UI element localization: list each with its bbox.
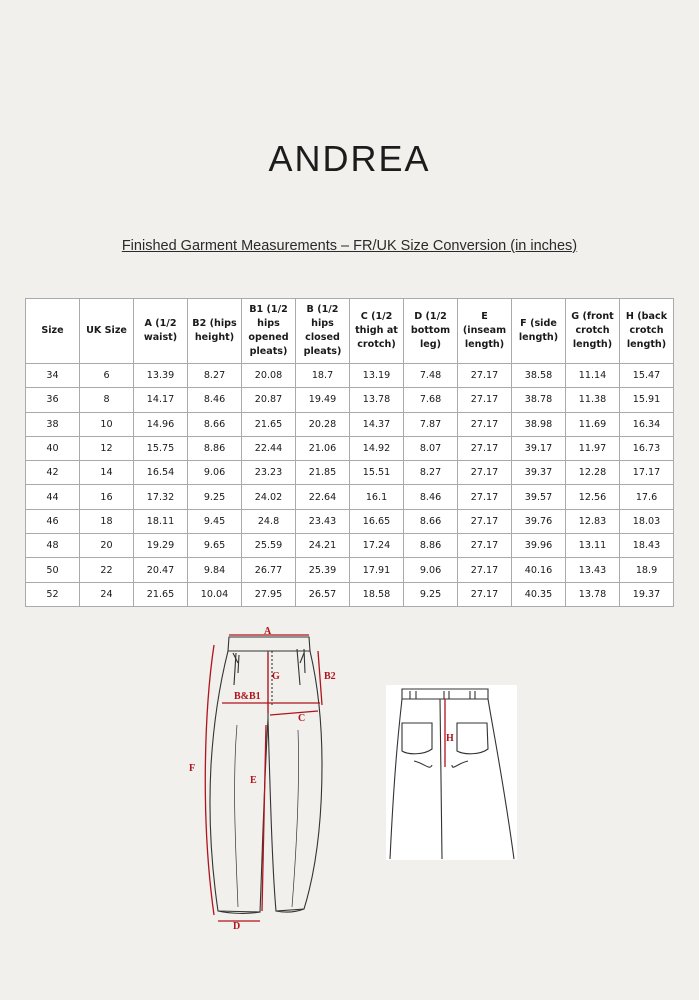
table-row [26, 582, 674, 606]
table-cell: 19.37 [620, 582, 674, 606]
table-cell: 21.06 [296, 436, 350, 460]
header-cell: UK Size [80, 299, 134, 364]
table-cell: 27.17 [458, 485, 512, 509]
header-cell: H (back crotch length) [620, 299, 674, 364]
table-cell: 16.1 [350, 485, 404, 509]
table-cell: 38.98 [512, 412, 566, 436]
table-cell: 52 [26, 582, 80, 606]
table-cell: 8.07 [404, 436, 458, 460]
table-cell: 21.65 [242, 412, 296, 436]
table-cell: 12.28 [566, 461, 620, 485]
table-cell: 27.17 [458, 534, 512, 558]
table-cell: 15.75 [134, 436, 188, 460]
table-row [26, 509, 674, 533]
table-cell: 27.17 [458, 436, 512, 460]
table-cell: 36 [26, 388, 80, 412]
header-cell: Size [26, 299, 80, 364]
table-cell: 23.23 [242, 461, 296, 485]
table-body [26, 364, 674, 607]
table-cell: 27.17 [458, 364, 512, 388]
table-cell: 25.39 [296, 558, 350, 582]
table-cell: 18.9 [620, 558, 674, 582]
table-cell: 17.6 [620, 485, 674, 509]
table-cell: 22.64 [296, 485, 350, 509]
label-e: E [250, 775, 257, 786]
table-cell: 27.17 [458, 509, 512, 533]
table-cell: 42 [26, 461, 80, 485]
table-row [26, 388, 674, 412]
table-cell: 20 [80, 534, 134, 558]
table-cell: 20.28 [296, 412, 350, 436]
page-subtitle: Finished Garment Measurements – FR/UK Size Conversion (in inches) [121, 238, 578, 254]
table-row [26, 485, 674, 509]
table-cell: 10.04 [188, 582, 242, 606]
table-cell: 34 [26, 364, 80, 388]
table-cell: 13.78 [566, 582, 620, 606]
table-cell: 50 [26, 558, 80, 582]
table-row [26, 436, 674, 460]
header-cell: B2 (hips height) [188, 299, 242, 364]
table-cell: 8.86 [404, 534, 458, 558]
table-cell: 23.43 [296, 509, 350, 533]
table-cell: 9.84 [188, 558, 242, 582]
back-trouser-drawing [386, 685, 517, 860]
table-cell: 12.83 [566, 509, 620, 533]
label-b2: B2 [324, 671, 336, 682]
table-cell: 21.85 [296, 461, 350, 485]
table-cell: 20.08 [242, 364, 296, 388]
table-cell: 39.57 [512, 485, 566, 509]
table-cell: 14.17 [134, 388, 188, 412]
table-cell: 27.17 [458, 412, 512, 436]
size-table [25, 298, 674, 607]
table-cell: 27.17 [458, 558, 512, 582]
header-cell: F (side length) [512, 299, 566, 364]
front-measure-lines [205, 635, 322, 921]
table-cell: 15.91 [620, 388, 674, 412]
table-cell: 11.97 [566, 436, 620, 460]
table-cell: 12.56 [566, 485, 620, 509]
table-cell: 8.66 [188, 412, 242, 436]
table-cell: 8 [80, 388, 134, 412]
table-cell: 40.35 [512, 582, 566, 606]
label-f: F [189, 763, 196, 774]
table-cell: 8.27 [404, 461, 458, 485]
table-cell: 15.51 [350, 461, 404, 485]
table-cell: 8.46 [188, 388, 242, 412]
table-cell: 18 [80, 509, 134, 533]
table-cell: 22.44 [242, 436, 296, 460]
table-row [26, 364, 674, 388]
table-cell: 11.14 [566, 364, 620, 388]
table-cell: 27.17 [458, 582, 512, 606]
table-cell: 38 [26, 412, 80, 436]
header-cell: G (front crotch length) [566, 299, 620, 364]
table-header-row [26, 299, 674, 364]
table-cell: 21.65 [134, 582, 188, 606]
table-cell: 46 [26, 509, 80, 533]
table-cell: 8.27 [188, 364, 242, 388]
table-cell: 26.57 [296, 582, 350, 606]
table-cell: 13.78 [350, 388, 404, 412]
label-bb1: B&B1 [234, 691, 261, 702]
table-cell: 13.19 [350, 364, 404, 388]
table-cell: 39.76 [512, 509, 566, 533]
table-cell: 27.95 [242, 582, 296, 606]
table-cell: 25.59 [242, 534, 296, 558]
table-cell: 14.92 [350, 436, 404, 460]
table-cell: 11.38 [566, 388, 620, 412]
table-cell: 9.25 [188, 485, 242, 509]
table-cell: 22 [80, 558, 134, 582]
header-cell: D (1/2 bottom leg) [404, 299, 458, 364]
table-row [26, 534, 674, 558]
table-cell: 40.16 [512, 558, 566, 582]
table-cell: 40 [26, 436, 80, 460]
table-cell: 17.32 [134, 485, 188, 509]
table-cell: 8.66 [404, 509, 458, 533]
table-cell: 14.37 [350, 412, 404, 436]
table-cell: 18.11 [134, 509, 188, 533]
table-cell: 19.49 [296, 388, 350, 412]
table-row [26, 558, 674, 582]
table-cell: 14.96 [134, 412, 188, 436]
table-cell: 38.58 [512, 364, 566, 388]
table-cell: 12 [80, 436, 134, 460]
table-cell: 48 [26, 534, 80, 558]
table-cell: 24 [80, 582, 134, 606]
table-cell: 17.91 [350, 558, 404, 582]
table-cell: 39.37 [512, 461, 566, 485]
table-cell: 7.87 [404, 412, 458, 436]
table-cell: 13.39 [134, 364, 188, 388]
label-d: D [233, 921, 241, 932]
table-cell: 14 [80, 461, 134, 485]
header-cell: B (1/2 hips closed pleats) [296, 299, 350, 364]
table-cell: 39.17 [512, 436, 566, 460]
table-cell: 17.17 [620, 461, 674, 485]
table-cell: 24.21 [296, 534, 350, 558]
table-cell: 39.96 [512, 534, 566, 558]
table-cell: 17.24 [350, 534, 404, 558]
header-cell: B1 (1/2 hips opened pleats) [242, 299, 296, 364]
table-cell: 18.58 [350, 582, 404, 606]
table-cell: 18.7 [296, 364, 350, 388]
table-cell: 20.87 [242, 388, 296, 412]
table-cell: 18.03 [620, 509, 674, 533]
label-h: H [446, 733, 454, 744]
table-cell: 26.77 [242, 558, 296, 582]
table-cell: 9.06 [188, 461, 242, 485]
table-cell: 19.29 [134, 534, 188, 558]
header-cell: A (1/2 waist) [134, 299, 188, 364]
table-cell: 18.43 [620, 534, 674, 558]
table-cell: 13.11 [566, 534, 620, 558]
table-cell: 24.02 [242, 485, 296, 509]
table-cell: 9.25 [404, 582, 458, 606]
table-cell: 6 [80, 364, 134, 388]
table-cell: 16.54 [134, 461, 188, 485]
table-cell: 11.69 [566, 412, 620, 436]
table-cell: 9.65 [188, 534, 242, 558]
page-title: ANDREA [268, 138, 431, 179]
label-a: A [264, 626, 272, 637]
front-trouser-drawing [210, 637, 322, 913]
table-cell: 9.45 [188, 509, 242, 533]
label-g: G [272, 671, 280, 682]
table-cell: 38.78 [512, 388, 566, 412]
table-cell: 24.8 [242, 509, 296, 533]
table-cell: 8.46 [404, 485, 458, 509]
table-cell: 16.73 [620, 436, 674, 460]
measurement-diagram [0, 615, 699, 935]
table-cell: 44 [26, 485, 80, 509]
table-cell: 9.06 [404, 558, 458, 582]
label-c: C [298, 713, 306, 724]
table-cell: 27.17 [458, 388, 512, 412]
table-cell: 8.86 [188, 436, 242, 460]
table-cell: 7.68 [404, 388, 458, 412]
table-row [26, 461, 674, 485]
table-cell: 15.47 [620, 364, 674, 388]
header-cell: E (inseam length) [458, 299, 512, 364]
table-cell: 13.43 [566, 558, 620, 582]
table-cell: 16.65 [350, 509, 404, 533]
table-cell: 7.48 [404, 364, 458, 388]
table-cell: 27.17 [458, 461, 512, 485]
header-cell: C (1/2 thigh at crotch) [350, 299, 404, 364]
table-cell: 16.34 [620, 412, 674, 436]
table-row [26, 412, 674, 436]
table-cell: 16 [80, 485, 134, 509]
table-cell: 20.47 [134, 558, 188, 582]
table-cell: 10 [80, 412, 134, 436]
